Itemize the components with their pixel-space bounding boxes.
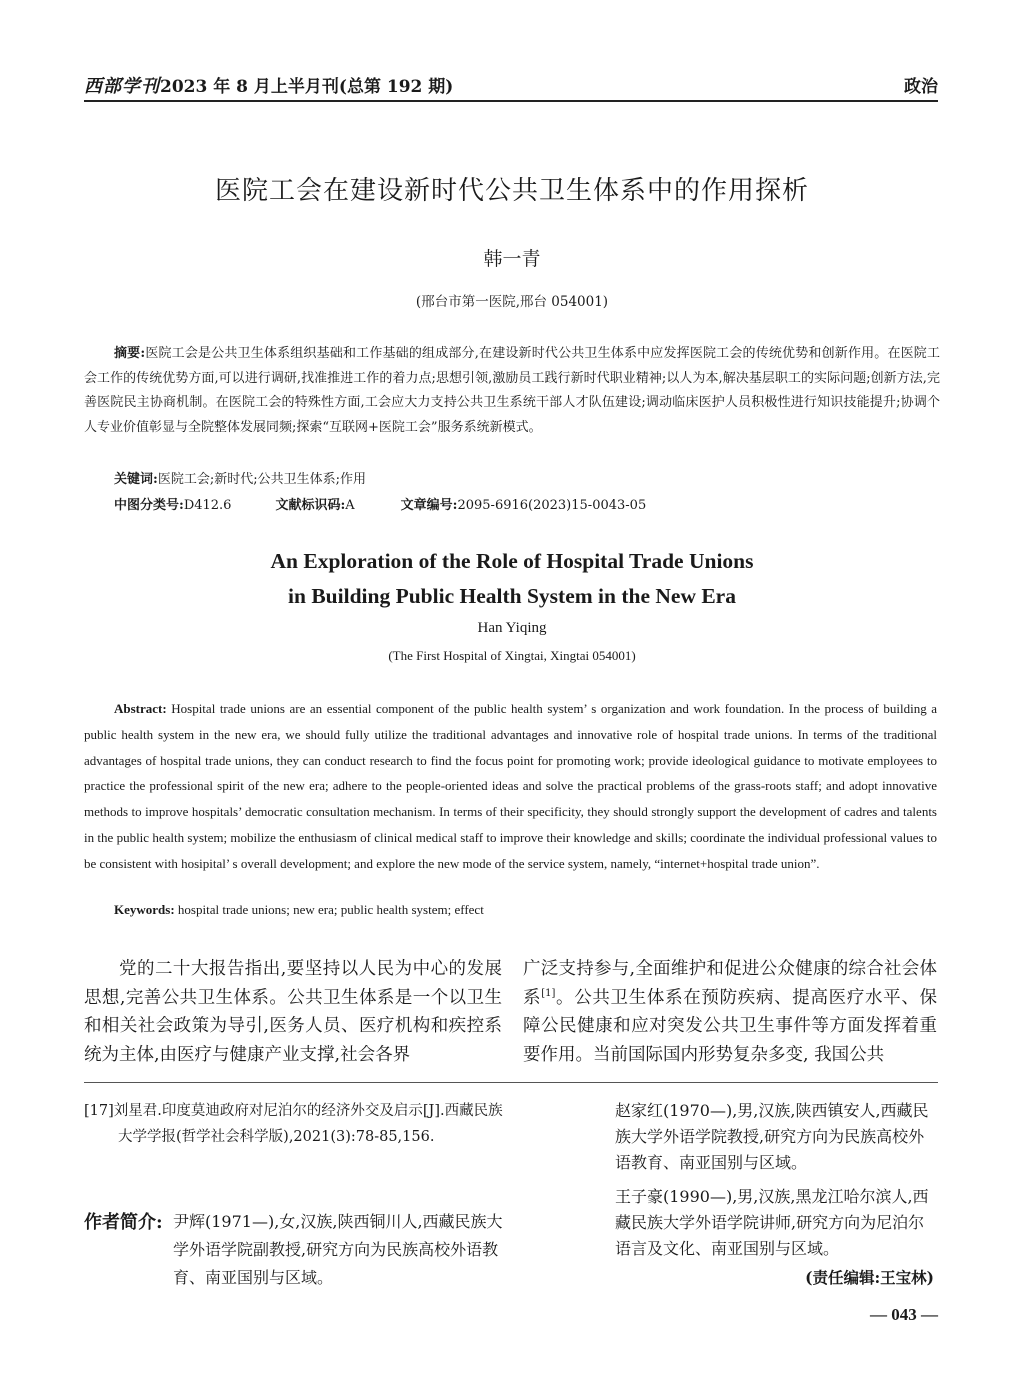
english-keywords-label: Keywords: [114,902,175,917]
article-number-value: 2095-6916(2023)15-0043-05 [457,498,647,513]
english-abstract-label: Abstract: [114,701,167,716]
english-title-line-2: in Building Public Health System in the New Era [288,584,736,608]
chinese-abstract-label: 摘要: [114,346,146,361]
doc-code-label: 文献标识码: [275,498,346,513]
english-title-line-1: An Exploration of the Role of Hospital Trade Unions [270,549,754,573]
chinese-keywords-label: 关键词: [114,472,158,487]
chinese-keywords [114,468,366,487]
chinese-affiliation: (邢台市第一医院,邢台 054001) [415,294,609,310]
author-bio-3: 王子豪(1990—),男,汉族,黑龙江哈尔滨人,西藏民族大学外语学院讲师,研究方向为尼泊尔语言及文化、南亚国别与区域。 [615,1187,929,1258]
header-rule [84,100,938,102]
chinese-title: 医院工会在建设新时代公共卫生体系中的作用探析 [214,176,809,206]
chinese-author: 韩一青 [483,248,541,270]
classification-row [114,494,646,513]
english-author: Han Yiqing [477,620,547,636]
english-affiliation: (The First Hospital of Xingtai, Xingtai 054001) [388,648,636,663]
issue-info: 2023 年 8 月上半月刊(总第 192 期) [160,77,454,97]
doc-code-value: A [345,498,355,513]
chinese-abstract-text: 医院工会是公共卫生体系组织基础和工作基础的组成部分,在建设新时代公共卫生体系中应发挥医院工会的传统优势和创新作用。在医院工会工作的传统优势方面,可以进行调研,找准推进工作的着力点;思想引领,激励员工践行新时代职业精神;以人为本,解决基层职工的实际问题;创新方法,完善医院民主协商机制。在医院工会的特殊性方面,工会应大力支持公共卫生系统干部人才队伍建设;调动临床医护人员积极性进行知识技能提升;协调个人专业价值彰显与全院整体发展同频;探索“互联网+医院工会”服务系统新模式。 [84,346,940,435]
citation-1: [1] [541,987,556,999]
english-abstract-text: Hospital trade unions are an essential component of the public health system’ s organization and work foundation. In the process of building a public health system in the new era, we should fully utilize the traditional advantages and innovative role of hospital trade unions. In terms of the traditional advantages of hospital trade unions, they can conduct research to find the focus point for promoting work; provide ideological guidance to motivate employees to practice the professional spirit of the new era; adhere to the people-oriented ideas and solve the practical problems of the grass-roots staff; and adopt innovative methods to improve hospitals’ democratic consultation mechanism. In terms of their specificity, they should strongly support the development of cadres and talents in the public health system; mobilize the enthusiasm of clinical medical staff to improve their knowledge and skills; coordinate the individual professional values to be consistent with hosipital’ s overall development; and explore the new mode of the service system, namely, “internet+hospital trade union”. [84,701,938,871]
footnote-rule [84,1082,938,1083]
author-bio-1: 尹辉(1971—),女,汉族,陕西铜川人,西藏民族大学外语学院副教授,研究方向为民族高校外语教育、南亚国别与区域。 [173,1212,503,1287]
english-keywords-text: hospital trade unions; new era; public health system; effect [177,902,484,917]
clc-label: 中图分类号: [114,498,184,513]
running-header-left [84,72,453,98]
responsible-editor: (责任编辑:王宝林) [805,1268,934,1287]
section-label: 政治 [904,77,938,97]
author-bio-2: 赵家红(1970—),男,汉族,陕西镇安人,西藏民族大学外语学院教授,研究方向为民族高校外语教育、南亚国别与区域。 [615,1101,929,1172]
body-column-left: 党的二十大报告指出,要坚持以人民为中心的发展思想,完善公共卫生体系。公共卫生体系是一个以卫生和相关社会政策为导引,医务人员、医疗机构和疾控系统为主体,由医疗与健康产业支撑,社会各界 [84,959,502,1065]
reference-17 [84,1098,504,1150]
body-right-text-b: 。公共卫生体系在预防疾病、提高医疗水平、保障公民健康和应对突发公共卫生事件等方面发挥着重要作用。当前国际国内形势复杂多变, 我国公共 [523,987,938,1065]
body-column-right [523,955,937,1069]
clc-value: D412.6 [183,498,232,513]
author-bio-label: 作者简介: [84,1212,163,1233]
article-number-label: 文章编号: [400,498,458,513]
reference-17-text: [17]刘星君.印度莫迪政府对尼泊尔的经济外交及启示[J].西藏民族大学学报(哲学社会科学版),2021(3):78-85,156. [84,1103,503,1145]
chinese-abstract [84,342,940,440]
english-abstract [84,696,937,877]
journal-brand: 西部学刊 [84,76,160,97]
english-keywords [114,902,484,918]
chinese-keywords-text: 医院工会;新时代;公共卫生体系;作用 [157,472,366,487]
page-number: — 043 — [870,1305,938,1324]
body-right-text-a: 广泛支持参与,全面维护和促进公众健康的综合社会体系 [523,959,937,1008]
